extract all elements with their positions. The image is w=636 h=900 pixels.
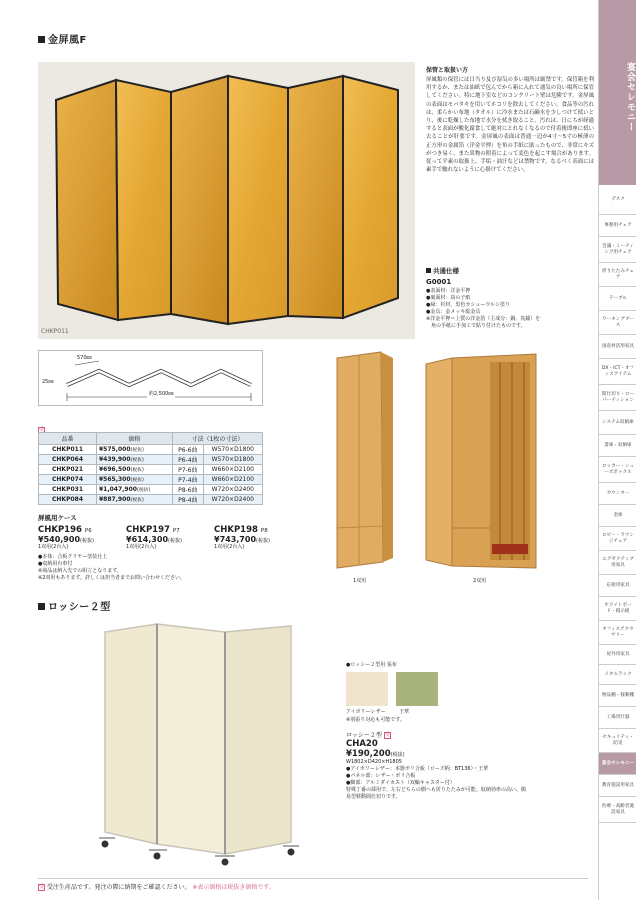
care-text: 屏風類の保管には日当り及び湿気の多い場所は厳禁です。保管箱を利用するか、または油紙で包んでから箱に入れて通気の良い場所に保管してください。特に地下室などのコンクリート壁は危険です。金屏風の表面はモバタキを用いてホコリを除去してください。食品等の汚れは、柔らかい布地（タオル）に冷水または石鹸水を少しつけて拭いとり、後に乾燥した布地で水分を拭き取ること。汚れは、日にちが経過すると表面が酸化腐食して絶対にとれなくなるので付着後即座に拭い去ることが肝要です。金屏風の表面は普通一辺が4寸～5寸の極薄の正方形の金属箔（洋金平押）を角の手紙に貼ったもので、非常にキズがつき易く、また異物の附着によって変色を起こす場合があります。従って平素の取扱上、手垢・油汗などは禁物です。なるべく表面には素手で触れないように心掛けてください。 — [426, 77, 594, 174]
table-row — [39, 465, 263, 475]
footer-note-main: 受注生産品です。発注の際に納期をご確認ください。 — [46, 884, 191, 891]
care-title: 保管と取扱い方 — [426, 67, 469, 74]
sidebar-item[interactable]: 工場用什器 — [599, 707, 636, 729]
common-spec-code: G0001 — [426, 278, 452, 286]
sidebar-item[interactable]: テーブル — [599, 287, 636, 311]
sidebar-item[interactable]: メタルラック — [599, 665, 636, 685]
table-header: 価格 — [97, 433, 173, 445]
product-price: ¥439,900(税抜) — [97, 455, 173, 465]
sidebar-item[interactable]: 国産材活用家具 — [599, 335, 636, 359]
product-code: CHA20 — [346, 739, 378, 749]
sidebar-item[interactable]: 事務用チェア — [599, 215, 636, 237]
swatch-note: ※別張り対応も可能です。 — [346, 717, 405, 723]
swatch-label-ivory: アイボリーレザー — [346, 709, 386, 715]
case-section — [38, 513, 298, 582]
product-table — [38, 432, 263, 505]
product-code: CHKP031 — [39, 485, 97, 495]
lossy-product-info — [346, 730, 594, 801]
square-bullet-icon — [38, 36, 45, 43]
product-size: W660×D2100 — [203, 465, 262, 475]
product-code: CHKP084 — [39, 495, 97, 505]
common-spec-list — [426, 288, 594, 330]
sidebar-item[interactable]: 書庫・収納庫 — [599, 435, 636, 457]
zigzag-plan-icon — [39, 351, 264, 407]
sidebar-item[interactable]: デスク — [599, 185, 636, 215]
dimension-diagram — [38, 350, 263, 406]
sidebar-item[interactable]: 物品棚・移動棚 — [599, 685, 636, 707]
product-price: ¥565,300(税抜) — [97, 475, 173, 485]
product-size: W660×D2100 — [203, 475, 262, 485]
section-title-lossy: ロッシー２型 — [38, 598, 111, 613]
care-section — [426, 65, 594, 174]
sidebar-item[interactable]: 医療・高齢者施設家具 — [599, 797, 636, 823]
sidebar-item[interactable]: DX・ICT・オフィスアイテム — [599, 359, 636, 385]
sidebar-item[interactable]: 会議・ミーティング用チェア — [599, 237, 636, 263]
spec-item: ●金具：金メッキ総金具 — [426, 309, 481, 315]
product-code: CHKP074 — [39, 475, 97, 485]
product-size: W720×D2400 — [203, 485, 262, 495]
spec-item: ●縁：杉材、黒色カシューウルシ塗り — [426, 302, 510, 308]
product-label: ロッシー２型 — [346, 732, 382, 739]
footer-note — [38, 878, 588, 891]
sidebar-item[interactable]: 折りたたみチェア — [599, 263, 636, 287]
spec-item: 角の手紙に手加工で貼り付けたものです。 — [426, 323, 526, 329]
category-sidebar — [598, 0, 636, 900]
product-fold: P8-4曲 — [173, 495, 204, 505]
table-header: 寸法（1枚の寸法） — [173, 433, 263, 445]
swatch-title: ●ロッシー２型用 張布 — [346, 662, 397, 668]
product-code: CHKP064 — [39, 455, 97, 465]
sidebar-item[interactable]: カウンター — [599, 483, 636, 505]
case-photo-double — [418, 348, 550, 574]
product-size: W570×D1800 — [203, 445, 262, 455]
sidebar-item[interactable]: セキュリティ・防災 — [599, 729, 636, 753]
square-bullet-icon — [426, 268, 431, 273]
kinbyobu-photo — [38, 62, 415, 339]
sidebar-header: 宴会セレモニー — [599, 0, 636, 185]
sidebar-item[interactable]: ロビー・ラウンジチェア — [599, 527, 636, 551]
swatch-ohka — [396, 672, 438, 706]
product-desc: 特殊丁番の採用で、左右どちらの側へも折りたたみが可能。収納効率の高い、簡易型移動間仕切りです。 — [346, 787, 526, 800]
photo-label: CHKP011 — [41, 328, 69, 335]
product-size: W570×D1800 — [203, 455, 262, 465]
dim-panel: 570㎜ — [77, 355, 92, 361]
partition-screen-icon — [95, 618, 310, 868]
dim-total: 約2,500㎜ — [149, 391, 174, 397]
case-label-double: 2双用 — [473, 578, 487, 584]
lossy-photo — [95, 618, 310, 868]
sidebar-item[interactable]: オフィスアクセサリー — [599, 621, 636, 645]
common-spec — [426, 266, 594, 330]
made-to-order-badge: 受 — [39, 884, 45, 890]
product-size: W1802×D420×H1805 — [346, 759, 402, 765]
made-to-order-badge: 受 — [384, 732, 390, 738]
tax-label: (税抜) — [390, 752, 405, 758]
sidebar-item[interactable]: 教育施設用家具 — [599, 775, 636, 797]
open-wooden-case-icon — [418, 348, 550, 574]
square-bullet-icon — [38, 603, 45, 610]
swatch-ivory — [346, 672, 388, 706]
spec-item: ●裏面材：鳥の子紙 — [426, 295, 471, 301]
case-notes: ●本体：合板クリヤー塗装仕上 ●収納用台車付 ※商品は納入先での組立となります。 ※2双用もあります。詳しくは担当者までお問い合わせください。 — [38, 554, 185, 581]
product-fold: P7-4曲 — [173, 475, 204, 485]
case-item: CHKP198 P8 ¥743,700(税抜) 1双用(2台入) — [214, 525, 270, 550]
table-row — [39, 485, 263, 495]
product-price: ¥575,000(税抜) — [97, 445, 173, 455]
spec-item: ●表面材：洋金平押 — [426, 288, 471, 294]
wooden-case-icon — [313, 348, 409, 574]
gold-folding-screen-icon — [38, 62, 415, 339]
product-specs: ●アイボリーレザー：本器ボリ合板（ローズ柄：BT136）・王華 ●パネル部：レザー・ポリ合板 ●脚部：アルミダイカスト（双輪キャスター付） — [346, 766, 489, 786]
swatch-label-ohka: 王華 — [399, 709, 410, 715]
sidebar-item[interactable]: ロッカー・シューズボックス — [599, 457, 636, 483]
common-spec-title: 共通仕様 — [433, 267, 459, 275]
table-row — [39, 475, 263, 485]
product-price: ¥887,900(税抜) — [97, 495, 173, 505]
sidebar-item[interactable]: 金庫 — [599, 505, 636, 527]
dim-depth: 25㎜ — [42, 379, 54, 385]
made-to-order-badge: 受 — [39, 427, 45, 433]
sidebar-item[interactable]: 宴会セレモニー — [599, 753, 636, 775]
product-code: CHKP011 — [39, 445, 97, 455]
product-fold: P7-6曲 — [173, 465, 204, 475]
sidebar-item[interactable]: 屋外用家具 — [599, 645, 636, 665]
sidebar-item[interactable]: ホワイトボード・掲示板 — [599, 597, 636, 621]
case-item: CHKP197 P7 ¥614,300(税抜) 1双用(2台入) — [126, 525, 182, 550]
spec-item: ※洋金平押＝上質の洋金箔（主成分：銅、真鍮）を — [426, 316, 541, 322]
sidebar-item[interactable]: ワーキングブース — [599, 311, 636, 335]
product-fold: P8-6曲 — [173, 485, 204, 495]
product-size: W720×D2400 — [203, 495, 262, 505]
product-price: ¥696,500(税抜) — [97, 465, 173, 475]
case-title: 屏風用ケース — [38, 514, 77, 522]
case-item: CHKP196 P6 ¥540,900(税抜) 1双用(2台入) — [38, 525, 94, 550]
sidebar-item[interactable]: エグゼクティブ用家具 — [599, 551, 636, 575]
product-fold: P6-4曲 — [173, 455, 204, 465]
table-header: 品番 — [39, 433, 97, 445]
table-row — [39, 455, 263, 465]
section-title-kinbyobu: 金屏風F — [38, 31, 87, 46]
product-code: CHKP021 — [39, 465, 97, 475]
sidebar-item[interactable]: 間仕切り・ローパーティション — [599, 385, 636, 411]
sidebar-item[interactable]: 応接用家具 — [599, 575, 636, 597]
product-fold: P6-6曲 — [173, 445, 204, 455]
table-row — [39, 495, 263, 505]
case-photo-single — [313, 348, 409, 574]
table-row — [39, 445, 263, 455]
footer-note-tax: ※表示価格は税抜き価格です。 — [192, 884, 275, 891]
product-price: ¥1,047,900(税抜) — [97, 485, 173, 495]
sidebar-item[interactable]: システム収納庫 — [599, 411, 636, 435]
case-label-single: 1双用 — [353, 578, 367, 584]
product-price: ¥190,200 — [346, 749, 391, 759]
